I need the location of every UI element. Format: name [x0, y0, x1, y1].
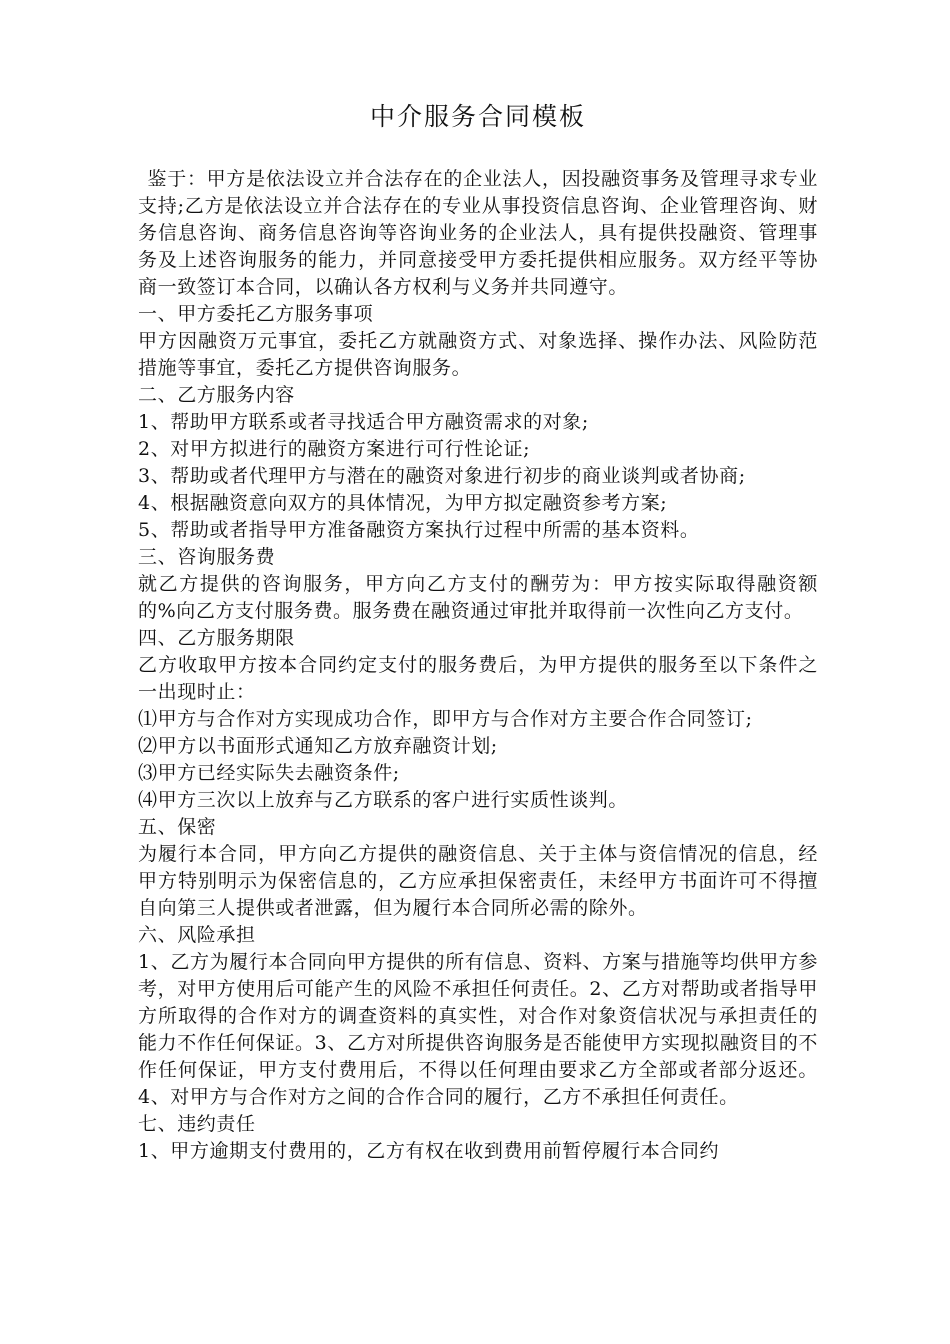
paragraph: 为履行本合同，甲方向乙方提供的融资信息、关于主体与资信情况的信息，经甲方特别明示为保密信息的，乙方应承担保密责任，未经甲方书面许可不得擅自向第三人提供或者泄露，但为履行本合同所必需的除外。	[138, 843, 818, 919]
paragraph: 2、对甲方拟进行的融资方案进行可行性论证;	[138, 438, 531, 460]
paragraph: ⑴甲方与合作对方实现成功合作，即甲方与合作对方主要合作合同签订;	[138, 708, 753, 730]
paragraph: ⑵甲方以书面形式通知乙方放弃融资计划;	[138, 735, 498, 757]
paragraph: 5、帮助或者指导甲方准备融资方案执行过程中所需的基本资料。	[138, 519, 700, 541]
paragraph: 4、根据融资意向双方的具体情况，为甲方拟定融资参考方案;	[138, 492, 668, 514]
paragraph: ⑶甲方已经实际失去融资条件;	[138, 762, 400, 784]
document-body	[138, 166, 818, 1165]
section-heading: 四、乙方服务期限	[138, 627, 295, 649]
document-page	[138, 100, 818, 1165]
section-heading: 六、风险承担	[138, 924, 256, 946]
section-heading: 二、乙方服务内容	[138, 384, 295, 406]
paragraph: 1、甲方逾期支付费用的，乙方有权在收到费用前暂停履行本合同约	[138, 1140, 720, 1162]
paragraph: 1、帮助甲方联系或者寻找适合甲方融资需求的对象;	[138, 411, 589, 433]
section-heading: 七、违约责任	[138, 1113, 256, 1135]
paragraph: 甲方因融资万元事宜，委托乙方就融资方式、对象选择、操作办法、风险防范措施等事宜，委托乙方提供咨询服务。	[138, 330, 818, 379]
paragraph: 1、乙方为履行本合同向甲方提供的所有信息、资料、方案与措施等均供甲方参考，对甲方使用后可能产生的风险不承担任何责任。2、乙方对帮助或者指导甲方所取得的合作对方的调查资料的真实性，对合作对象资信状况与承担责任的能力不作任何保证。3、乙方对所提供咨询服务是否能使甲方实现拟融资目的不作任何保证，甲方支付费用后，不得以任何理由要求乙方全部或者部分返还。4、对甲方与合作对方之间的合作合同的履行，乙方不承担任何责任。	[138, 951, 818, 1108]
paragraph: 乙方收取甲方按本合同约定支付的服务费后，为甲方提供的服务至以下条件之一出现时止：	[138, 654, 818, 703]
paragraph: 3、帮助或者代理甲方与潜在的融资对象进行初步的商业谈判或者协商;	[138, 465, 746, 487]
paragraph: 鉴于：甲方是依法设立并合法存在的企业法人，因投融资事务及管理寻求专业支持;乙方是依法设立并合法存在的专业从事投资信息咨询、企业管理咨询、财务信息咨询、商务信息咨询等咨询业务的企业法人，具有提供投融资、管理事务及上述咨询服务的能力，并同意接受甲方委托提供相应服务。双方经平等协商一致签订本合同，以确认各方权利与义务并共同遵守。	[138, 168, 818, 298]
paragraph: 就乙方提供的咨询服务，甲方向乙方支付的酬劳为：甲方按实际取得融资额的%向乙方支付服务费。服务费在融资通过审批并取得前一次性向乙方支付。	[138, 573, 818, 622]
section-heading: 三、咨询服务费	[138, 546, 276, 568]
section-heading: 五、保密	[138, 816, 217, 838]
paragraph: ⑷甲方三次以上放弃与乙方联系的客户进行实质性谈判。	[138, 789, 629, 811]
section-heading: 一、甲方委托乙方服务事项	[138, 303, 374, 325]
document-title: 中介服务合同模板	[369, 102, 586, 131]
